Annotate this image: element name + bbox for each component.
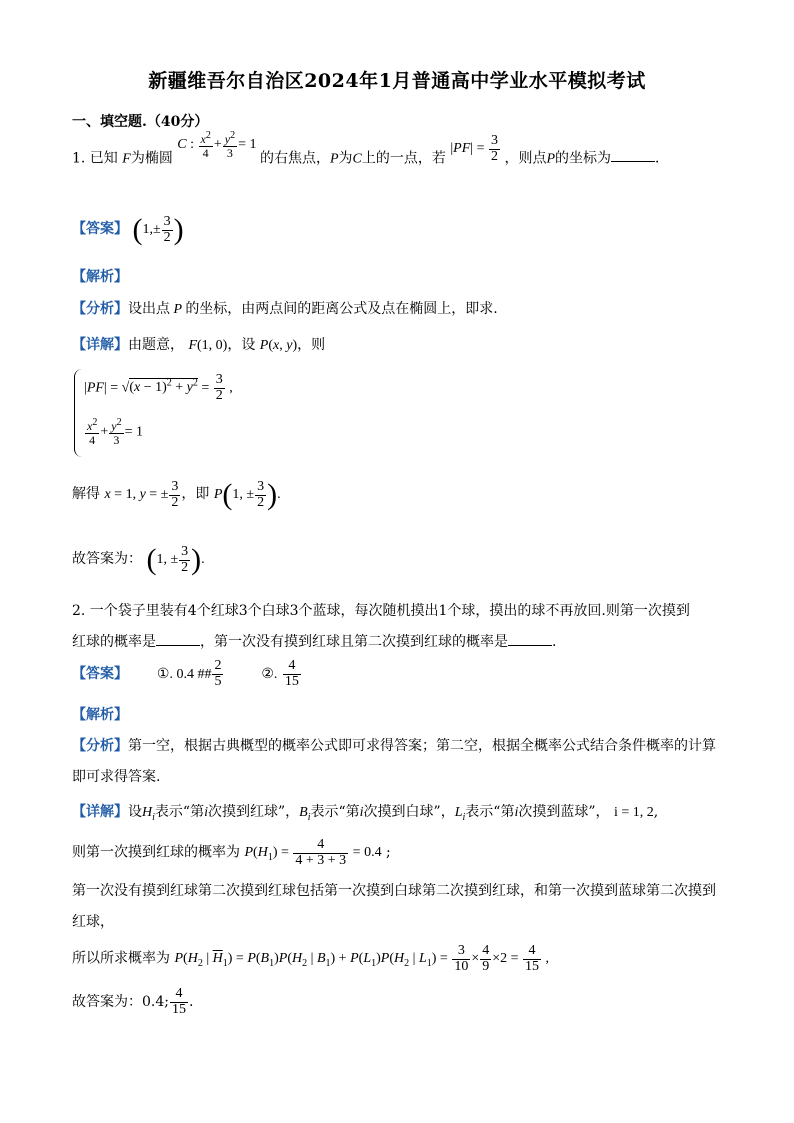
jiexi-label: 【解析】 <box>72 269 128 285</box>
q1-solution: 解得 x = 1, y = ± $\frac{3}{2}$ ，即 P(1, ± $\frac{3}{2}$ ). <box>72 478 281 511</box>
q2-analysis-1: 【分析】第一空，根据古典概型的概率公式即可求得答案；第二空，根据全概率公式结合条件概率的计算 <box>72 738 716 754</box>
question-2-line-1: 2. 一个袋子里装有4个红球3个白球3个蓝球，每次随机摸出1个球，摸出的球不再放回.则第一次摸到 <box>72 603 690 619</box>
answer-blank-2 <box>508 645 552 646</box>
question-1: 1. 已知 F为椭圆 C : $\frac{x^2}{4}$ + $\frac{y^2}{3}$ = 1 的右焦点，P为C上的一点，若 |PF| = $\frac{3}{2}$ ，则点P的坐标为 ． <box>72 130 670 167</box>
section-heading: 一、填空题.（40分） <box>72 114 209 130</box>
q2-detail-5: 所以所求概率为 $P(H_2$ | $\overline{H}_1) = P(B_1)P(H_2$ | $B_1) + P(L_1)P(H_2$ | $L_1$) = $\frac{3}{10}$ × $\frac{4}{9}$ ×2 = $\frac{4}{15}$ , <box>72 943 550 974</box>
equation-brace <box>74 369 83 457</box>
page-title: 新疆维吾尔自治区2024年1月普通高中学业水平模拟考试 <box>148 70 646 92</box>
ellipse-equation: C : $\frac{x^2}{4}$ + $\frac{y^2}{3}$ = 1 <box>177 130 260 160</box>
q1-answer <box>72 213 184 247</box>
q2-final-answer: 故答案为：0.4; $\frac{4}{15}$ . <box>72 986 194 1017</box>
answer-blank <box>611 161 655 162</box>
q2-detail-4: 红球， <box>72 914 114 930</box>
question-2-line-2: 红球的概率是 ，第一次没有摸到红球且第二次摸到红球的概率是 . <box>72 634 557 650</box>
q1-prefix: 1. 已知 <box>72 150 118 167</box>
answer-label: 【答案】 <box>72 221 128 238</box>
q1-answer-value: (1,± $\frac{3}{2}$ ) <box>132 213 184 246</box>
jiexi-label-2: 【解析】 <box>72 707 128 723</box>
q2-detail-1: 【详解】设$H_i$表示“第i次摸到红球”，$B_i$表示“第i次摸到白球”，$L_i$表示“第i次摸到蓝球”， i = 1, 2, <box>72 804 659 823</box>
pf-condition: |PF| = $\frac{3}{2}$ <box>450 133 498 164</box>
distance-equation: $|PF| = √(x - 1)^2 + y^2$ = $\frac{3}{2}$ , <box>84 372 233 403</box>
q1-detail: 【详解】由题意， F(1, 0)，设 P(x, y)，则 <box>72 337 326 353</box>
q2-analysis-2: 即可求得答案. <box>72 769 161 785</box>
ellipse-equation-2: $\frac{x^2}{4}$ + $\frac{y^2}{3}$ = 1 <box>87 417 143 447</box>
q1-final-answer: 故答案为： (1, ± $\frac{3}{2}$ ). <box>72 543 205 576</box>
answer-blank-1 <box>156 645 200 646</box>
q2-detail-2: 则第一次摸到红球的概率为 $P(H_1)$ = $\frac{4}{4 + 3 + 3}$ = 0.4 ; <box>72 837 391 868</box>
q2-detail-3: 第一次没有摸到红球第二次摸到红球包括第一次摸到白球第二次摸到红球，和第一次摸到蓝球第二次摸到 <box>72 883 716 899</box>
q1-analysis: 【分析】设出点 P 的坐标，由两点间的距离公式及点在椭圆上，即求. <box>72 301 498 317</box>
q2-answer: 【答案】 ①. 0.4 ## $\frac{2}{5}$ ②. $\frac{4}{15}$ <box>72 658 299 689</box>
